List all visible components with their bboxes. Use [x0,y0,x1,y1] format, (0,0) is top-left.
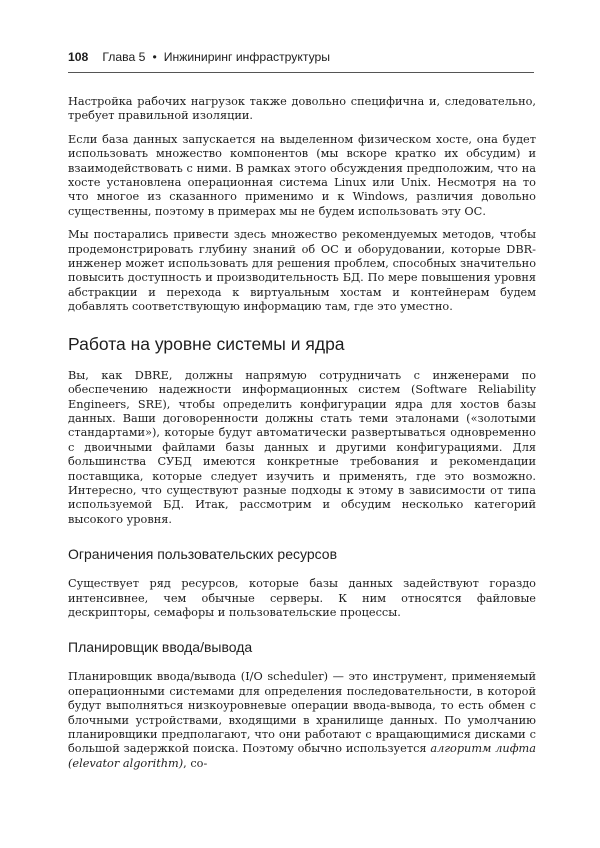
italic-term: алгоритм лифта (elevator algorithm) [68,742,536,770]
paragraph: Настройка рабочих нагрузок также довольно специфична и, следовательно, требует правильной изоляции. [68,95,536,123]
paragraph: Вы, как DBRE, должны напрямую сотрудничать с инженерами по обеспечению надежности информационных систем (Software Reliability Engineers, SRE), чтобы определить конфигурации ядра для хостов базы данных. Ваши договоренности должны стать теми эталонами («золотыми стандартами»), которые будут автоматически развертываться одновременно с двоичными файлами базы данных и другими конфигурациями. Для большинства СУБД имеются конкретные требования и рекомендации поставщика, которые следует изучить и применять, где это возможно. Интересно, что существуют разные подходы к этому в зависимости от типа используемой БД. Итак, рассмотрим и обсудим несколько категорий высокого уровня. [68,368,536,526]
subsection-heading: Ограничения пользовательских ресурсов [68,546,338,563]
page-number: 108 [68,50,89,64]
paragraph: Мы постарались привести здесь множество рекомендуемых методов, чтобы продемонстрировать глубину знаний об ОС и оборудовании, которые DBR-инженер может использовать для решения проблем, способных значительно повысить доступность и производительность БД. По мере повышения уровня абстракции и перехода к виртуальным хостам и контейнерам будем добавлять соответствующую информацию там, где это уместно. [68,228,536,314]
section-heading: Работа на уровне системы и ядра [68,333,345,354]
chapter-label: Глава 5 [102,50,146,64]
paragraph: Если база данных запускается на выделенном физическом хосте, она будет использовать множество компонентов (мы вскоре кратко их обсудим) и взаимодействовать с ними. В рамках этого обсуждения предположим, что на хосте установлена операционная система Linux или Unix. Несмотря на то что многое из сказанного применимо и к Windows, различия довольно существенны, поэтому в примерах мы не будем использовать эту ОС. [68,132,536,218]
page-body [68,95,536,780]
bullet-separator: • [152,50,157,64]
subsection-heading: Планировщик ввода/вывода [68,639,253,656]
header-rule [68,72,534,73]
paragraph [68,670,536,771]
paragraph-text: Планировщик ввода/вывода (I/O scheduler) — это инструмент, применяемый операционными системами для определения последовательности, в которой будут выполняться низкоуровневые операции ввода-вывода, то есть обмен с блочными устройствами, входящими в хранилище данных. По умолчанию планировщики предполагают, что они работают с вращающимися дисками с большой задержкой поиска. Поэтому обычно используется [68,670,536,756]
running-head [68,50,534,64]
paragraph-text: , со- [183,756,208,770]
paragraph: Существует ряд ресурсов, которые базы данных задействуют гораздо интенсивнее, чем обычные серверы. К ним относятся файловые дескрипторы, семафоры и пользовательские процессы. [68,577,536,619]
chapter-title: Инжиниринг инфраструктуры [163,50,331,64]
